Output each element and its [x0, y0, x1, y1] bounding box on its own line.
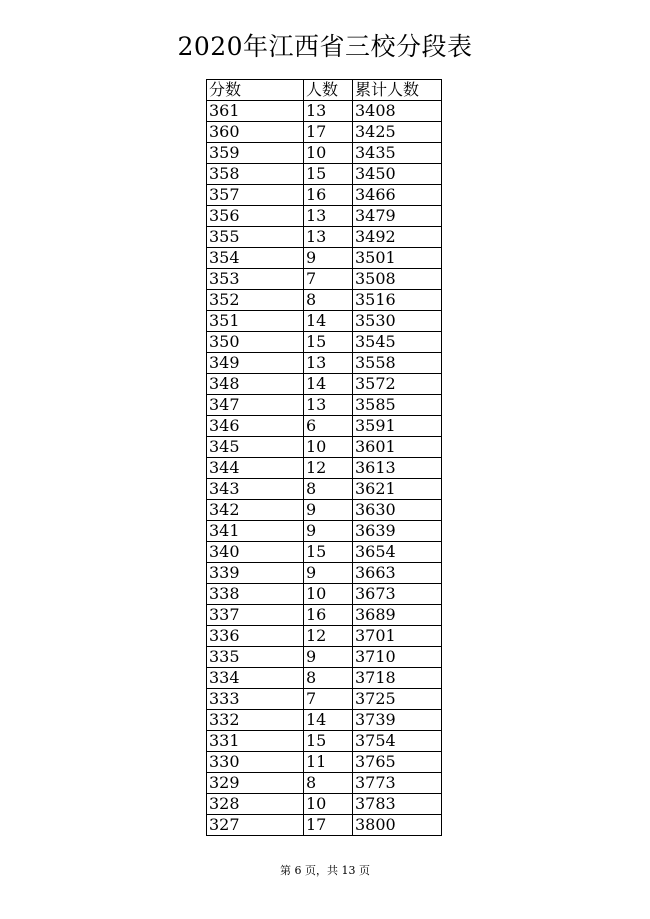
cell-count: 14	[304, 374, 353, 395]
cell-count: 13	[304, 206, 353, 227]
cell-count: 6	[304, 416, 353, 437]
table-row	[207, 710, 442, 731]
column-header-score: 分数	[207, 80, 304, 101]
cell-count: 10	[304, 437, 353, 458]
table-row	[207, 458, 442, 479]
cell-count: 10	[304, 794, 353, 815]
cell-score: 328	[207, 794, 304, 815]
table-row	[207, 395, 442, 416]
cell-count: 15	[304, 332, 353, 353]
cell-score: 331	[207, 731, 304, 752]
cell-count: 17	[304, 122, 353, 143]
cell-score: 350	[207, 332, 304, 353]
cell-count: 15	[304, 164, 353, 185]
table-body	[207, 101, 442, 836]
cell-count: 16	[304, 605, 353, 626]
cell-cumulative: 3725	[353, 689, 442, 710]
table-row	[207, 227, 442, 248]
cell-score: 334	[207, 668, 304, 689]
cell-count: 17	[304, 815, 353, 836]
cell-score: 353	[207, 269, 304, 290]
cell-score: 337	[207, 605, 304, 626]
cell-cumulative: 3654	[353, 542, 442, 563]
column-header-cumulative: 累计人数	[353, 80, 442, 101]
cell-cumulative: 3710	[353, 647, 442, 668]
cell-cumulative: 3639	[353, 521, 442, 542]
table-row	[207, 773, 442, 794]
table-row	[207, 689, 442, 710]
cell-score: 342	[207, 500, 304, 521]
cell-score: 343	[207, 479, 304, 500]
cell-score: 357	[207, 185, 304, 206]
cell-score: 355	[207, 227, 304, 248]
cell-count: 9	[304, 521, 353, 542]
cell-score: 360	[207, 122, 304, 143]
cell-cumulative: 3591	[353, 416, 442, 437]
cell-cumulative: 3754	[353, 731, 442, 752]
cell-cumulative: 3739	[353, 710, 442, 731]
cell-count: 13	[304, 101, 353, 122]
cell-count: 8	[304, 668, 353, 689]
table-row	[207, 605, 442, 626]
cell-score: 336	[207, 626, 304, 647]
page-footer: 第 6 页，共 13 页	[280, 864, 370, 877]
page-title: 2020年江西省三校分段表	[177, 32, 473, 61]
cell-cumulative: 3492	[353, 227, 442, 248]
cell-cumulative: 3701	[353, 626, 442, 647]
cell-cumulative: 3501	[353, 248, 442, 269]
cell-score: 359	[207, 143, 304, 164]
table-row	[207, 794, 442, 815]
cell-count: 10	[304, 143, 353, 164]
cell-cumulative: 3408	[353, 101, 442, 122]
cell-score: 339	[207, 563, 304, 584]
cell-cumulative: 3673	[353, 584, 442, 605]
cell-score: 329	[207, 773, 304, 794]
cell-count: 14	[304, 311, 353, 332]
table-row	[207, 626, 442, 647]
cell-cumulative: 3689	[353, 605, 442, 626]
cell-cumulative: 3479	[353, 206, 442, 227]
cell-count: 11	[304, 752, 353, 773]
cell-count: 15	[304, 731, 353, 752]
cell-score: 335	[207, 647, 304, 668]
cell-cumulative: 3572	[353, 374, 442, 395]
cell-score: 340	[207, 542, 304, 563]
table-row	[207, 185, 442, 206]
cell-count: 9	[304, 500, 353, 521]
cell-score: 333	[207, 689, 304, 710]
table-row	[207, 815, 442, 836]
table-row	[207, 248, 442, 269]
cell-score: 341	[207, 521, 304, 542]
table-row	[207, 542, 442, 563]
cell-score: 358	[207, 164, 304, 185]
cell-score: 327	[207, 815, 304, 836]
cell-count: 9	[304, 563, 353, 584]
cell-count: 14	[304, 710, 353, 731]
cell-score: 349	[207, 353, 304, 374]
cell-cumulative: 3435	[353, 143, 442, 164]
table-row	[207, 269, 442, 290]
cell-score: 348	[207, 374, 304, 395]
cell-cumulative: 3425	[353, 122, 442, 143]
cell-count: 13	[304, 395, 353, 416]
cell-score: 346	[207, 416, 304, 437]
table-row	[207, 731, 442, 752]
cell-cumulative: 3613	[353, 458, 442, 479]
table-row	[207, 374, 442, 395]
table-row	[207, 479, 442, 500]
cell-cumulative: 3530	[353, 311, 442, 332]
cell-count: 8	[304, 479, 353, 500]
cell-count: 7	[304, 269, 353, 290]
cell-score: 354	[207, 248, 304, 269]
cell-cumulative: 3783	[353, 794, 442, 815]
cell-cumulative: 3508	[353, 269, 442, 290]
cell-score: 345	[207, 437, 304, 458]
table-row	[207, 332, 442, 353]
score-distribution-table	[206, 79, 442, 836]
cell-cumulative: 3630	[353, 500, 442, 521]
table-row	[207, 122, 442, 143]
table-row	[207, 437, 442, 458]
table-row	[207, 563, 442, 584]
cell-cumulative: 3800	[353, 815, 442, 836]
table-row	[207, 668, 442, 689]
cell-count: 10	[304, 584, 353, 605]
cell-cumulative: 3545	[353, 332, 442, 353]
table-row	[207, 290, 442, 311]
cell-count: 9	[304, 647, 353, 668]
cell-score: 356	[207, 206, 304, 227]
cell-score: 332	[207, 710, 304, 731]
cell-cumulative: 3718	[353, 668, 442, 689]
cell-cumulative: 3663	[353, 563, 442, 584]
table-row	[207, 101, 442, 122]
table-row	[207, 206, 442, 227]
cell-count: 8	[304, 290, 353, 311]
cell-count: 13	[304, 353, 353, 374]
cell-score: 347	[207, 395, 304, 416]
table-row	[207, 647, 442, 668]
cell-score: 344	[207, 458, 304, 479]
cell-cumulative: 3601	[353, 437, 442, 458]
table-header-row	[207, 80, 442, 101]
cell-count: 8	[304, 773, 353, 794]
cell-count: 9	[304, 248, 353, 269]
cell-score: 352	[207, 290, 304, 311]
cell-score: 361	[207, 101, 304, 122]
cell-cumulative: 3621	[353, 479, 442, 500]
cell-count: 13	[304, 227, 353, 248]
cell-count: 12	[304, 626, 353, 647]
cell-count: 15	[304, 542, 353, 563]
table-row	[207, 521, 442, 542]
cell-cumulative: 3450	[353, 164, 442, 185]
table-row	[207, 416, 442, 437]
table-row	[207, 500, 442, 521]
cell-score: 330	[207, 752, 304, 773]
cell-cumulative: 3558	[353, 353, 442, 374]
cell-score: 338	[207, 584, 304, 605]
cell-cumulative: 3516	[353, 290, 442, 311]
table-row	[207, 143, 442, 164]
cell-cumulative: 3765	[353, 752, 442, 773]
table-row	[207, 584, 442, 605]
cell-count: 12	[304, 458, 353, 479]
cell-cumulative: 3773	[353, 773, 442, 794]
table-row	[207, 353, 442, 374]
cell-count: 7	[304, 689, 353, 710]
table-row	[207, 752, 442, 773]
cell-score: 351	[207, 311, 304, 332]
cell-count: 16	[304, 185, 353, 206]
column-header-count: 人数	[304, 80, 353, 101]
table-row	[207, 164, 442, 185]
cell-cumulative: 3466	[353, 185, 442, 206]
cell-cumulative: 3585	[353, 395, 442, 416]
table-row	[207, 311, 442, 332]
